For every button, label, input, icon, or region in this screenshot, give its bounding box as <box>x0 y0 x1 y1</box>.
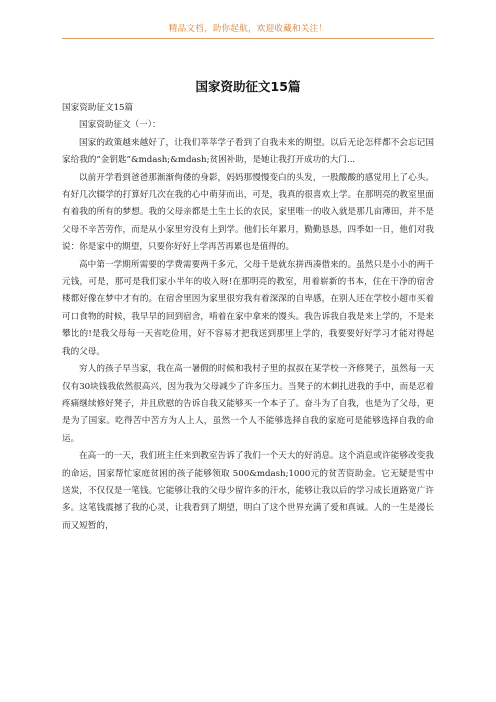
header-note: 精品文档，助你起航，欢迎收藏和关注！ <box>168 24 328 34</box>
document-title: 国家资助征文15篇 <box>195 79 301 94</box>
paragraph-2: 以前开学看到爸爸那渐渐佝偻的身影，妈妈那慢慢变白的头发，一股酸酸的感觉用上了心头。有好几次辍学的打算好几次在我的心中萌芽而出，可是，我真的很喜欢上学。在那明亮的教室里面有着我的所有的梦想。我的父母亲都是土生土长的农民，家里唯一的收入就是那几亩薄田，并不是父母不辛苦劳作，而是从小家里穷没有上到学。他们长年累月，勤勤恳恳，四季如一日，他们对我说：你是家中的期望，只要你好好上学再苦再累也是值得的。 <box>62 172 434 253</box>
document-subtitle: 国家资助征文15篇 <box>62 103 134 113</box>
header-divider <box>62 38 434 39</box>
paragraph-5: 在高一的一天，我们班主任来到教室告诉了我们一个天大的好消息。这个消息或许能够改变我的命运，国家帮忙家庭贫困的孩子能够领取 500&mdash;1000元的贫苦资助金。它无疑是雪中送炭，不仅仅是一笔钱。它能够让我的父母少留许多的汗水，能够让我以后的学习成长道路宽广许多。这笔钱震撼了我的心灵，让我看到了期望，明白了这个世界充满了爱和真诚。人的一生是漫长而又短暂的， <box>62 451 434 531</box>
paragraph-4: 穷人的孩子早当家，我在高一暑假的时候和我村子里的叔叔在某学校一齐修凳子，虽然每一天仅有30块钱我依然很高兴，因为我为父母减少了许多压力。当凳子的木刺扎进我的手中，而是忍着疼痛继续修好凳子，并且欣慰的告诉自我又能够买一个本子了。奋斗为了自我，也是为了父母，更是为了国家。吃得苦中苦方为人上人，虽然一个人不能够选择自我的家庭可是能够选择自我的命运。 <box>62 364 434 444</box>
document-body <box>62 100 434 535</box>
section-label: 国家资助征文（一）： <box>79 120 161 131</box>
paragraph-1: 国家的政策越来越好了，让我们莘莘学子看到了自我未来的期望。以后无论怎样都不会忘记国家给我的”金钥匙”&mdash;&mdash;贫困补助，是她让我打开成功的大门... <box>62 137 434 166</box>
paragraph-3: 高中第一学期所需要的学费需要两千多元，父母千是就东拼西凑借来的。虽然只是小小的两千元钱，可是，那可是我们家小半年的收入呀!在那明亮的教室，用着崭新的书本，住在干净的宿舍楼都好像在梦中才有的。在宿舍里因为家里很穷我有着深深的自卑感，在别人还在学校小超市买着可口食物的时候，我早早的回到宿舍，啃着在家中拿来的馒头。我告诉我自我是来上学的，不是来攀比的!是我父母每一天省吃俭用，好不容易才把我送到那里上学的，我要要好好学习才能对得起我的父母。 <box>62 259 434 357</box>
